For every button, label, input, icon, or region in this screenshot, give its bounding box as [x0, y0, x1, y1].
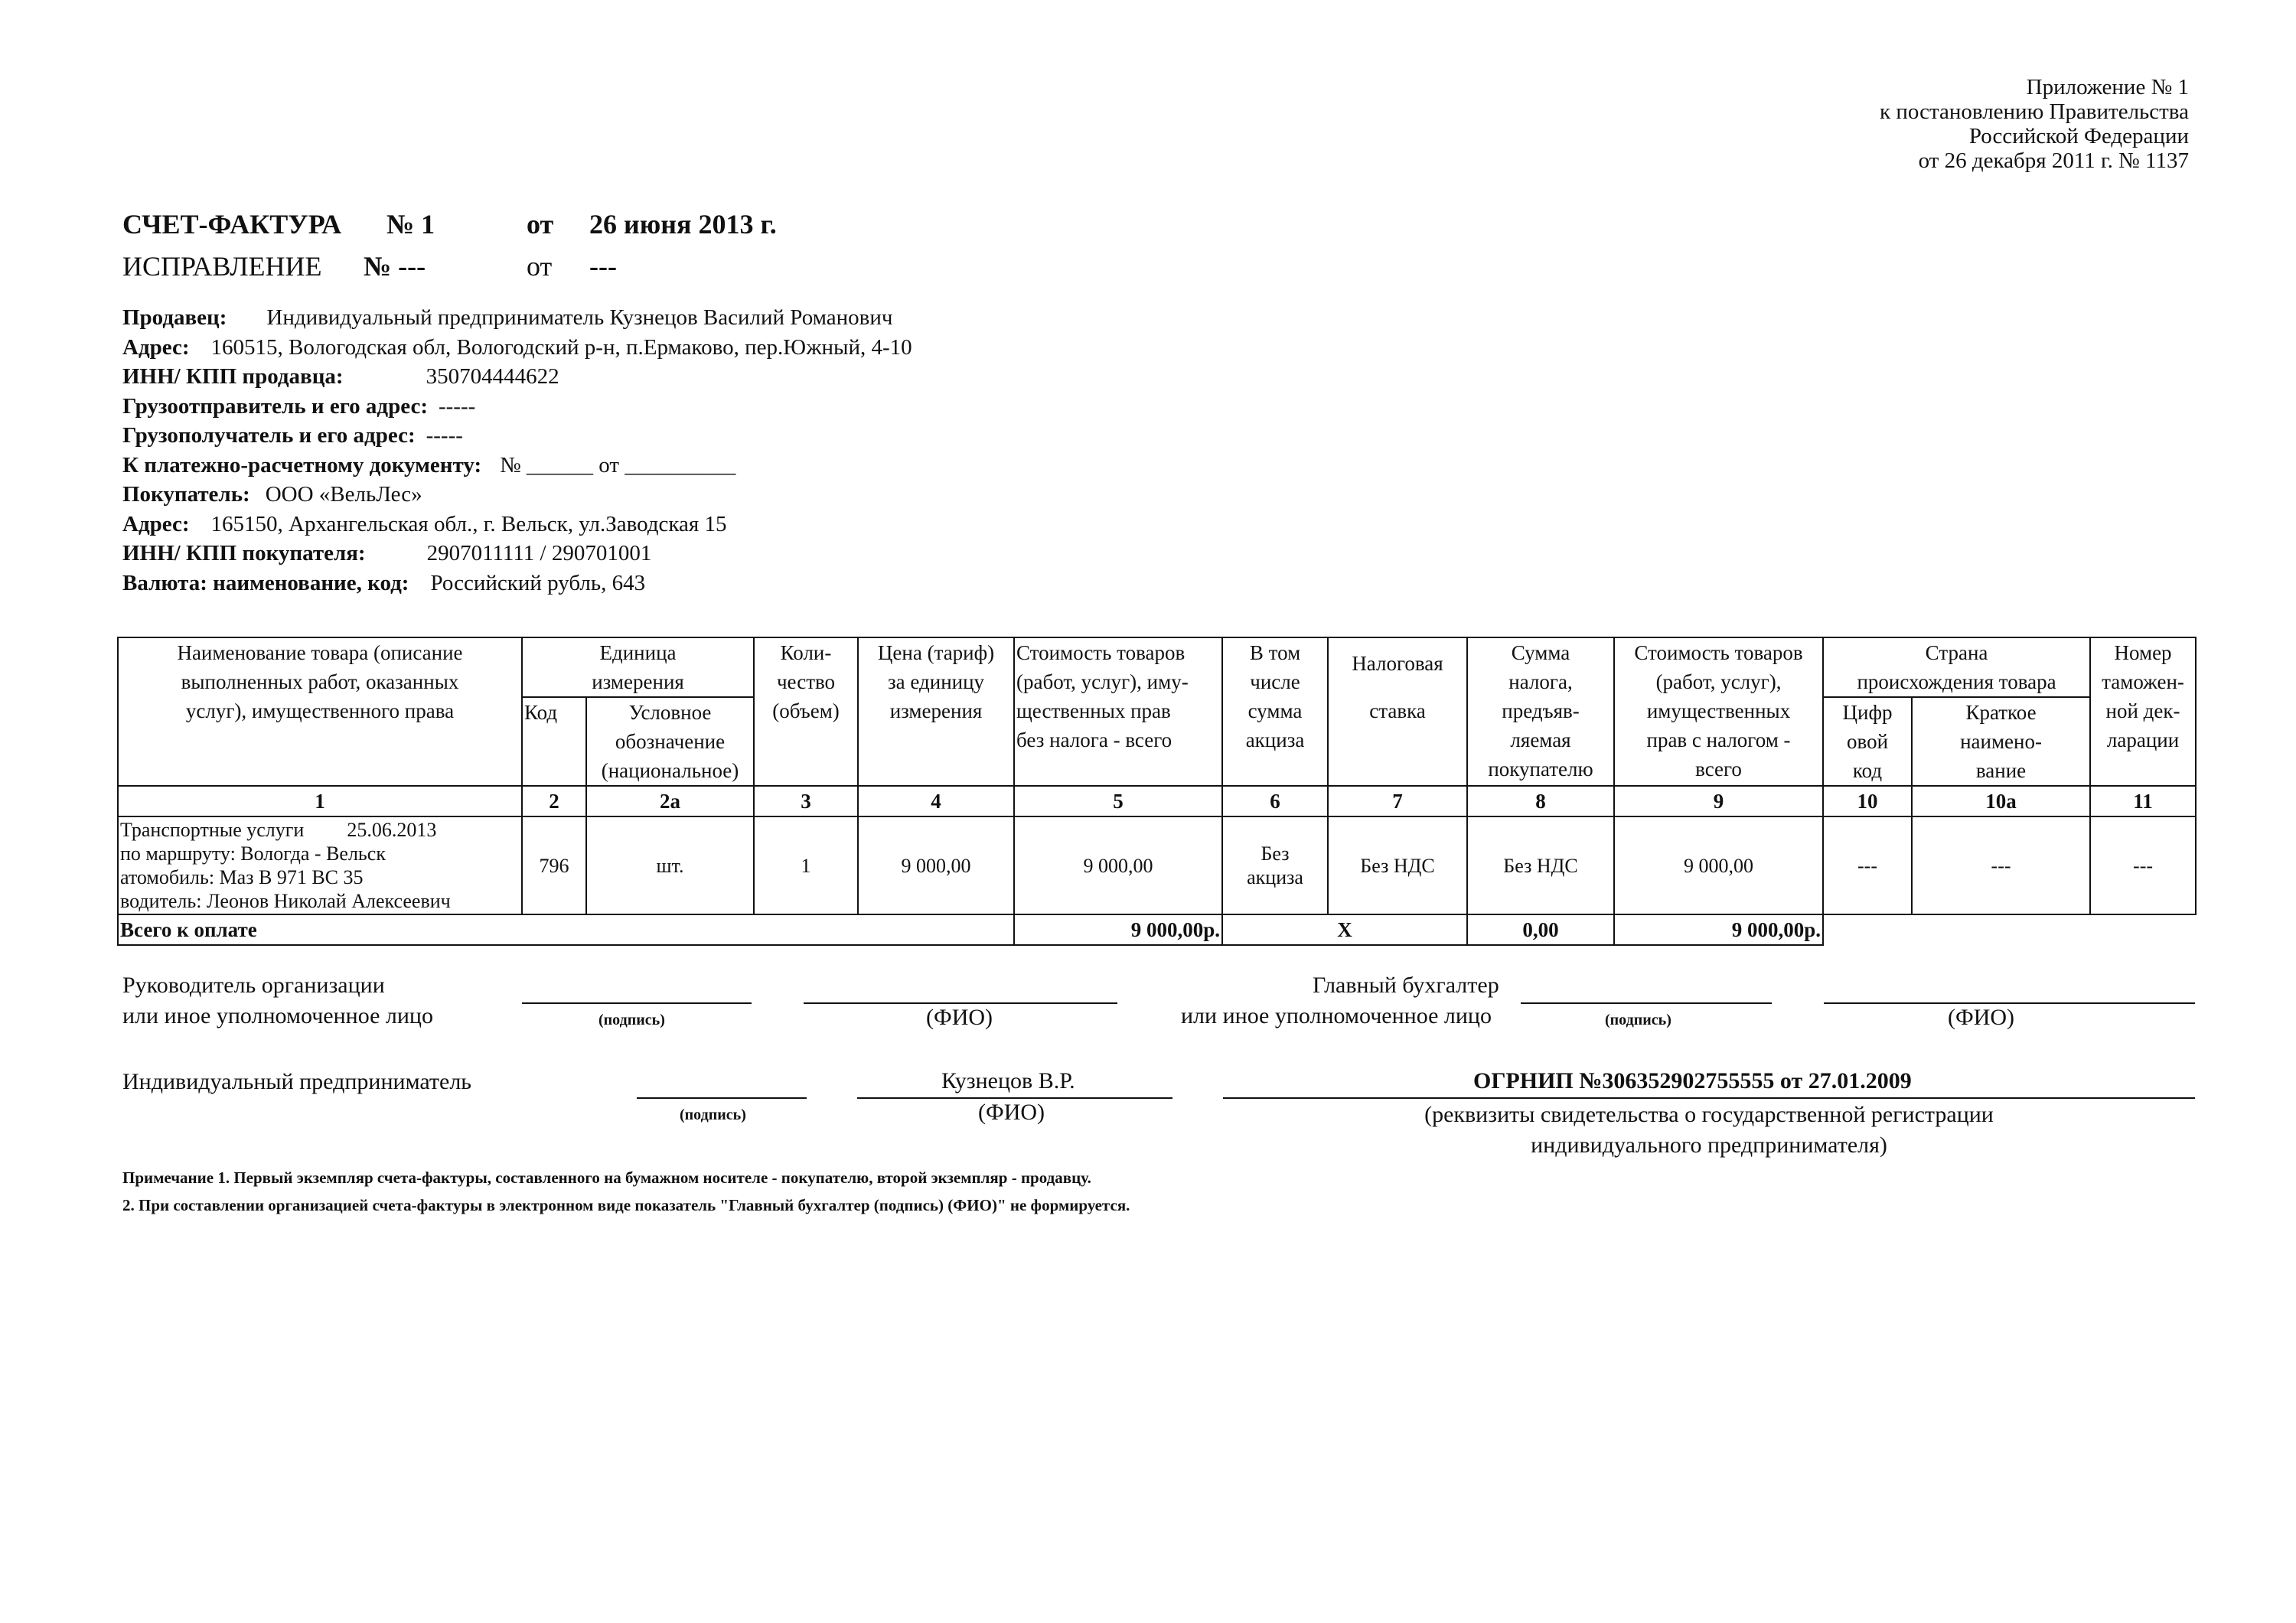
buyer-address-label: Адрес:: [122, 511, 190, 536]
seller-inn-label: ИНН/ КПП продавца:: [122, 364, 344, 389]
seller-address-row: [122, 333, 912, 363]
total-tax: 0,00: [1467, 914, 1614, 945]
column-number: 3: [754, 786, 858, 816]
cell-price: 9 000,00: [858, 816, 1014, 914]
seller-address-value: 160515, Вологодская обл, Вологодский р-н, п.Ермаково, пер.Южный, 4-10: [210, 334, 912, 360]
header-tax-amount: Сумма налога, предъяв- ляемая покупателю: [1467, 637, 1614, 786]
cell-country-code: ---: [1823, 816, 1912, 914]
header-country: Страна происхождения товара: [1823, 637, 2090, 697]
entrepreneur-fio-value: Кузнецов В.Р.: [941, 1068, 1075, 1093]
payment-doc-label: К платежно-расчетному документу:: [122, 452, 482, 477]
header-country-name: Краткое наимено- вание: [1912, 697, 2090, 786]
buyer-row: [122, 480, 912, 510]
correction-from: от: [527, 251, 553, 282]
seller-inn-row: [122, 362, 912, 392]
accountant-signature-caption: (подпись): [1605, 1012, 1671, 1028]
shipper-row: [122, 392, 912, 422]
cell-total: 9 000,00: [1614, 816, 1823, 914]
table-row: [118, 816, 2196, 914]
accountant-fio-line: [1824, 1002, 2195, 1004]
cell-cost: 9 000,00: [1014, 816, 1222, 914]
entrepreneur-signature-line: [637, 1097, 807, 1099]
header-price: Цена (тариф) за единицу измерения: [858, 637, 1014, 786]
correction-label: ИСПРАВЛЕНИЕ: [122, 251, 322, 282]
buyer-inn-row: [122, 539, 912, 569]
head-signature-line: [522, 1002, 752, 1004]
seller-row: [122, 303, 912, 333]
cell-tax-amount: Без НДС: [1467, 816, 1614, 914]
consignee-row: [122, 421, 912, 451]
seller-value: Индивидуальный предприниматель Кузнецов Василий Романович: [266, 305, 893, 330]
buyer-label: Покупатель:: [122, 482, 250, 507]
cell-excise: Без акциза: [1222, 816, 1328, 914]
consignee-value: -----: [426, 423, 463, 448]
certificate-caption: (реквизиты свидетельства о государственной регистрации индивидуального предпринимателя): [1424, 1102, 1994, 1158]
cell-quantity: 1: [754, 816, 858, 914]
head-fio-caption: (ФИО): [926, 1005, 993, 1030]
cell-item-name: Транспортные услуги 25.06.2013 по маршруту: Вологда - Вельск атомобиль: Маз В 971 ВС 35 водитель: Леонов Николай Алексеевич: [118, 816, 522, 914]
header-cost: Стоимость товаров (работ, услуг), иму- щественных прав без налога - всего: [1014, 637, 1222, 786]
currency-label: Валюта: наименование, код:: [122, 570, 409, 595]
column-number: 6: [1222, 786, 1328, 816]
accountant-label-line1: Главный бухгалтер: [1313, 973, 1499, 998]
header-excise: В том числе сумма акциза: [1222, 637, 1328, 786]
head-label-line1: Руководитель организации: [122, 973, 385, 998]
column-number: 9: [1614, 786, 1823, 816]
header-tax-rate: Налоговая ставка: [1328, 637, 1467, 786]
appendix-line: Российской Федерации: [1968, 124, 2189, 148]
head-fio-line: [804, 1002, 1117, 1004]
seller-address-label: Адрес:: [122, 334, 190, 360]
column-number: 10: [1823, 786, 1912, 816]
ogrnip-value: ОГРНИП №306352902755555 от 27.01.2009: [1473, 1068, 1912, 1093]
entrepreneur-fio-line: [857, 1097, 1172, 1099]
cell-unit-symbol: шт.: [586, 816, 754, 914]
column-number: 8: [1467, 786, 1614, 816]
shipper-label: Грузоотправитель и его адрес:: [122, 393, 428, 419]
header-country-code: Цифр овой код: [1823, 697, 1912, 786]
cell-unit-code: 796: [522, 816, 586, 914]
entrepreneur-fio-caption: (ФИО): [978, 1100, 1045, 1125]
appendix-line: к постановлению Правительства: [1880, 99, 2189, 124]
buyer-inn-value: 2907011111 / 290701001: [426, 541, 652, 565]
cell-tax-rate: Без НДС: [1328, 816, 1467, 914]
buyer-address-row: [122, 510, 912, 539]
invoice-date: 26 июня 2013 г.: [589, 209, 777, 240]
entrepreneur-signature-caption: (подпись): [680, 1106, 746, 1123]
accountant-fio-caption: (ФИО): [1948, 1005, 2015, 1030]
head-label-line2: или иное уполномоченное лицо: [122, 1003, 433, 1028]
invoice-table: [117, 637, 2197, 946]
total-label: Всего к оплате: [118, 914, 1014, 945]
column-number: 4: [858, 786, 1014, 816]
entrepreneur-label: Индивидуальный предприниматель: [122, 1069, 471, 1094]
total-empty: [1823, 914, 2196, 945]
total-row: [118, 914, 2196, 945]
header-unit-code: Код: [522, 697, 586, 786]
seller-label: Продавец:: [122, 305, 227, 330]
appendix-block: [1880, 75, 2189, 173]
party-info: [122, 303, 912, 598]
note-1: Примечание 1. Первый экземпляр счета-фактуры, составленного на бумажном носителе - покупателю, второй экземпляр - продавцу.: [122, 1168, 1091, 1187]
header-declaration: Номер таможен- ной дек- ларации: [2090, 637, 2196, 786]
cell-declaration: ---: [2090, 816, 2196, 914]
invoice-number: № 1: [386, 209, 435, 240]
column-number: 5: [1014, 786, 1222, 816]
appendix-line: от 26 декабря 2011 г. № 1137: [1918, 148, 2189, 173]
ogrnip-line: [1223, 1097, 2195, 1099]
seller-inn-value: 350704444622: [426, 364, 559, 389]
total-cost: 9 000,00р.: [1014, 914, 1222, 945]
payment-doc-row: [122, 451, 912, 481]
correction-date: ---: [589, 251, 617, 282]
correction-number: № ---: [364, 251, 426, 282]
header-name: Наименование товара (описание выполненных работ, оказанных услуг), имущественного права: [118, 637, 522, 786]
invoice-from: от: [527, 209, 554, 240]
head-signature-caption: (подпись): [598, 1012, 665, 1028]
column-number: 11: [2090, 786, 2196, 816]
consignee-label: Грузополучатель и его адрес:: [122, 423, 416, 448]
total-excise: X: [1222, 914, 1467, 945]
buyer-value: ООО «ВельЛес»: [265, 482, 422, 507]
header-unit-symbol: Условное обозначение (национальное): [586, 697, 754, 786]
total-sum: 9 000,00р.: [1614, 914, 1823, 945]
currency-row: [122, 569, 912, 598]
column-number: 2: [522, 786, 586, 816]
shipper-value: -----: [438, 393, 476, 419]
payment-doc-value: № ______ от __________: [500, 452, 736, 477]
appendix-line: Приложение № 1: [2026, 75, 2189, 99]
column-number: 7: [1328, 786, 1467, 816]
accountant-signature-line: [1521, 1002, 1772, 1004]
buyer-address-value: 165150, Архангельская обл., г. Вельск, ул.Заводская 15: [210, 511, 727, 536]
column-numbers-row: [118, 786, 2196, 816]
buyer-inn-label: ИНН/ КПП покупателя:: [122, 541, 366, 565]
header-total: Стоимость товаров (работ, услуг), имущественных прав с налогом - всего: [1614, 637, 1823, 786]
header-qty: Коли- чество (объем): [754, 637, 858, 786]
column-number: 1: [118, 786, 522, 816]
cell-country-name: ---: [1912, 816, 2090, 914]
note-2: 2. При составлении организацией счета-фактуры в электронном виде показатель "Главный бухгалтер (подпись) (ФИО)" не формируется.: [122, 1196, 1130, 1214]
header-unit: Единица измерения: [522, 637, 754, 697]
accountant-label-line2: или иное уполномоченное лицо: [1181, 1003, 1492, 1028]
table-header-row: [118, 637, 2196, 697]
currency-value: Российский рубль, 643: [430, 570, 646, 595]
column-number: 2а: [586, 786, 754, 816]
invoice-label: СЧЕТ-ФАКТУРА: [122, 209, 342, 240]
column-number: 10а: [1912, 786, 2090, 816]
